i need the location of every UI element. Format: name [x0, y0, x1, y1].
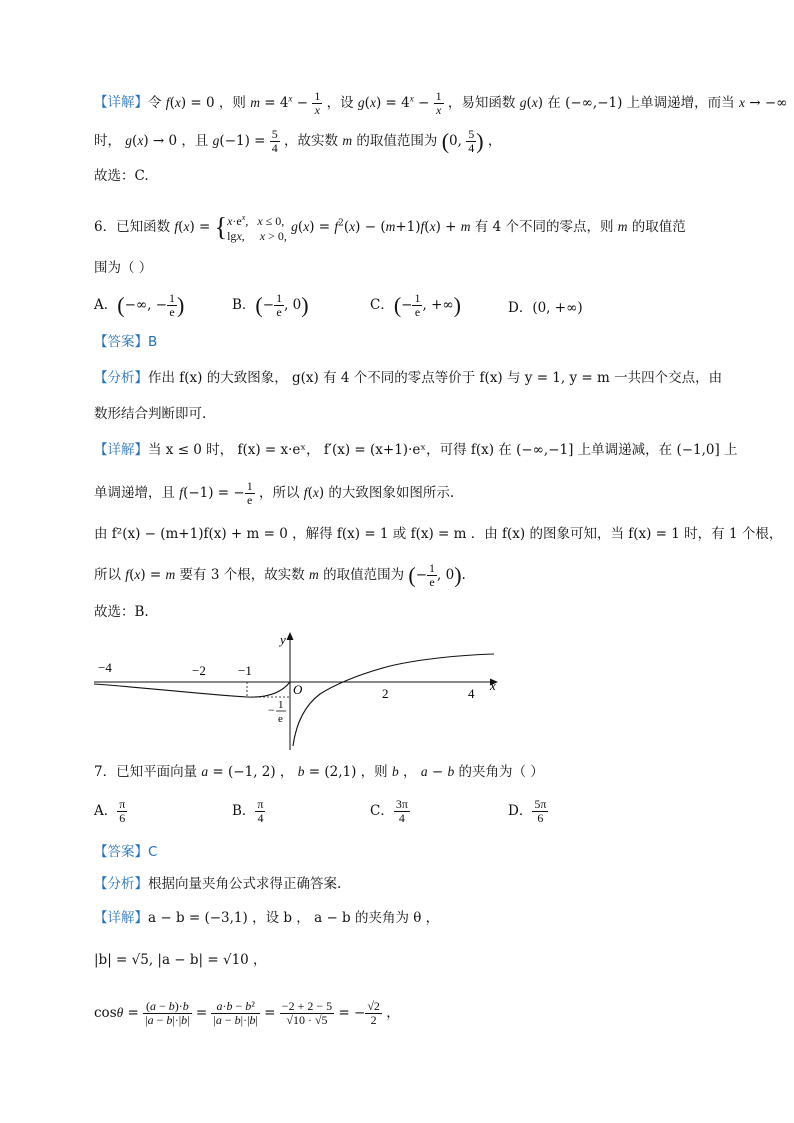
q5-conclusion: 故选：C. — [94, 168, 149, 184]
function-graph — [90, 628, 510, 752]
tick-label-2: 2 — [382, 686, 389, 701]
q5-detail-line2: 时， g(x) → 0 ，且 g(−1) = $\frac{5}{4}$ ，故实数 m 的取值范围为 (0, $\frac{5}{4}$ ) ， — [94, 127, 502, 155]
min-label-sign: − — [268, 703, 275, 717]
q6-stem-line1: 6．已知函数 $f(x) = \{x\cdot e^x$, x ≤ 0, lgx, x > 0, $g(x) = f^2(x) - (m+1)f(x) + m$ 有 4 个不同的零点，则 m 的取值范 — [94, 212, 686, 243]
q7-detail-text-1: a − b = (−3,1) ，设 b ， a − b 的夹角为 θ ， — [148, 910, 440, 926]
q7-analysis-text: 根据向量夹角公式求得正确答案. — [148, 876, 342, 892]
q7-detail-line1 — [94, 908, 700, 928]
q6-stem-line2: 围为（ ） — [94, 260, 153, 276]
min-label-num: 1 — [278, 699, 284, 711]
q6-option-b: B．(− $\frac{1}{e}$ , 0) — [232, 291, 309, 319]
q6-option-c: C．(− $\frac{1}{e}$ , +∞) — [370, 291, 461, 319]
curve-right-branch — [293, 654, 494, 746]
q7-stem: 7．已知平面向量 a = (−1, 2) ， b = (2,1) ，则 b ， a − b 的夹角为（ ） — [94, 764, 544, 780]
q7-answer-text: 【答案】C — [94, 844, 158, 860]
q6-analysis-line2: 数形结合判断即可. — [94, 406, 207, 422]
q6-analysis-text-1: 作出 f(x) 的大致图象， g(x) 有 4 个不同的零点等价于 f(x) 与 y = 1, y = m 一共四个交点，由 — [148, 370, 723, 386]
q6-detail-text-1: 当 x ≤ 0 时， f(x) = x·eˣ， f′(x) = (x+1)·eˣ，可得 f(x) 在 (−∞,−1] 上单调递减，在 (−1,0] 上 — [148, 442, 738, 458]
tick-label-neg1: −1 — [238, 663, 252, 678]
q6-conclusion: 故选：B. — [94, 604, 149, 620]
q7-option-c: C． $\frac{3\pi}{4}$ — [370, 797, 408, 825]
q6-detail-line4: 所以 f(x) = m 要有 3 个根，故实数 m 的取值范围为 (− $\frac{1}{e}$ , 0). — [94, 561, 466, 589]
q7-option-a: A． $\frac{\pi}{6}$ — [94, 797, 126, 825]
y-axis-arrow — [287, 632, 294, 640]
q7-detail-line2: |b| = √5, |a − b| = √10 ， — [94, 952, 267, 968]
origin-label: O — [293, 682, 303, 697]
q6-detail-tag: 【详解】 — [94, 442, 148, 458]
q5-detail-line1: 【详解】令 f(x) = 0 ，则 $m = 4^x$ − $\frac{1}{x}$ ，设 $g(x) = 4^x$ − $\frac{1}{x}$ ，易知函数 g(x) 在 (−∞,−1) 上单调递增，而当 x → −∞ — [94, 88, 788, 117]
tick-label-4: 4 — [468, 686, 475, 701]
tick-label-neg2: −2 — [192, 663, 206, 678]
q6-analysis-line1 — [94, 368, 723, 388]
q6-option-a: A．(−∞, − $\frac{1}{e}$ ) — [94, 291, 185, 319]
q6-analysis-tag: 【分析】 — [94, 370, 148, 386]
q6-detail-line1 — [94, 440, 738, 460]
q7-analysis-tag: 【分析】 — [94, 876, 148, 892]
q7-option-d: D． $\frac{5\pi}{6}$ — [508, 797, 547, 825]
tick-label-neg4: −4 — [98, 660, 112, 675]
q7-detail-tag: 【详解】 — [94, 910, 148, 926]
q6-answer-text: 【答案】B — [94, 334, 158, 350]
q6-answer — [94, 332, 700, 352]
q7-detail-line3: cosθ = $\frac{(a - b)\cdot b}{|a - b|\cdot|b|}$ = $\frac{\text{a·b − b²}}{|a - b|\cdot|b|}$ = $\frac{-2 + 2 - 5}{√10 \cdot √5}$ = − $\frac{√2}{2}$ ， — [94, 999, 400, 1027]
q6-detail-line2: 单调递增，且 f(−1) = − $\frac{1}{e}$ ，所以 f(x) 的大致图象如图所示. — [94, 479, 455, 507]
y-axis-label: y — [280, 632, 286, 647]
q6-option-d: D．(0, +∞) — [508, 300, 583, 316]
q7-answer — [94, 842, 700, 862]
x-axis-label: x — [490, 678, 496, 693]
curve-left-branch — [94, 682, 290, 697]
q6-detail-line3: 由 f²(x) − (m+1)f(x) + m = 0 ，解得 f(x) = 1 或 f(x) = m ．由 f(x) 的图象可知，当 f(x) = 1 时，有 1 个根， — [94, 526, 783, 542]
q7-analysis — [94, 874, 700, 894]
q7-option-b: B． $\frac{\pi}{4}$ — [232, 797, 264, 825]
min-label-den: e — [278, 713, 283, 725]
q5-detail-tag: 【详解】 — [94, 94, 148, 111]
